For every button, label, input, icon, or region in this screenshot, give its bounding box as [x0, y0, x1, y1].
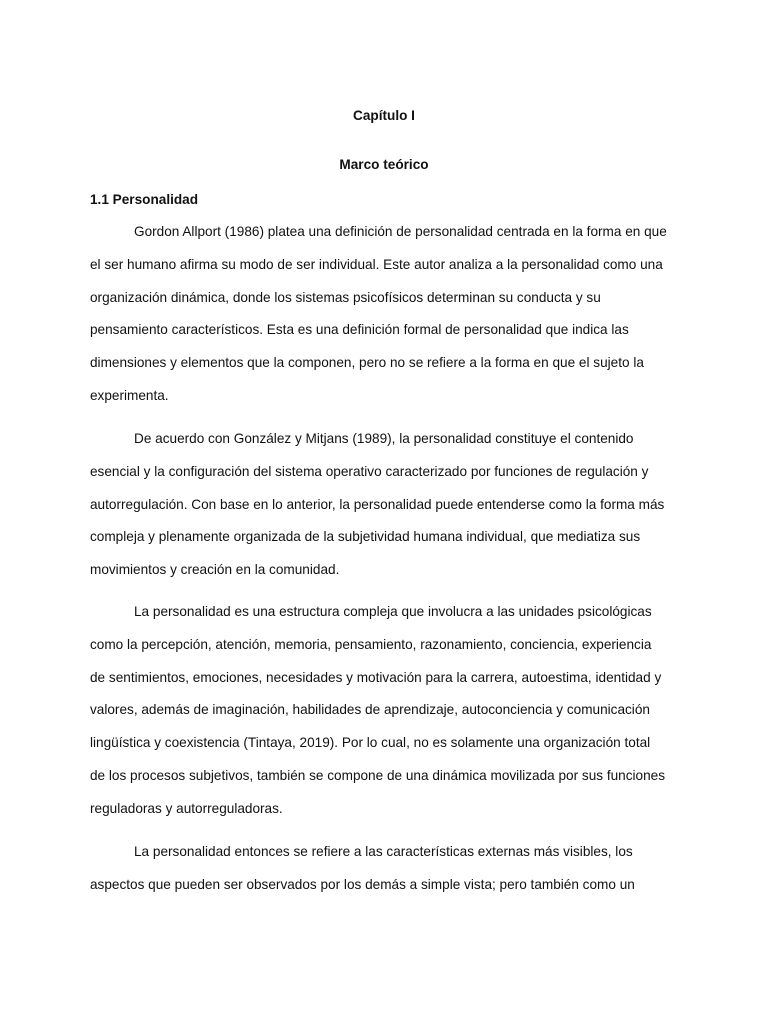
paragraph-line: experimenta. — [90, 387, 169, 403]
paragraph-line: el ser humano afirma su modo de ser individual. Este autor analiza a la personalidad como una — [90, 256, 663, 272]
chapter-title: Capítulo I — [353, 108, 415, 123]
paragraph-line: esencial y la configuración del sistema operativo caracterizado por funciones de regulación y — [90, 463, 649, 479]
paragraph-3 — [90, 596, 690, 826]
subsection-title: 1.1 Personalidad — [90, 192, 199, 207]
paragraph-line: pensamiento característicos. Esta es una definición formal de personalidad que indica las — [90, 322, 629, 338]
paragraph-line: lingüística y coexistencia (Tintaya, 2019). Por lo cual, no es solamente una organización total — [90, 735, 651, 751]
paragraph-line: organización dinámica, donde los sistemas psicofísicos determinan su conducta y su — [90, 289, 601, 305]
paragraph-line: compleja y plenamente organizada de la subjetividad humana individual, que mediatiza sus — [90, 529, 641, 545]
paragraph-line: aspectos que pueden ser observados por los demás a simple vista; pero también como un — [90, 876, 635, 892]
paragraph-line: de sentimientos, emociones, necesidades y motivación para la carrera, autoestima, identidad y — [90, 669, 662, 685]
paragraph-1 — [90, 216, 690, 413]
paragraph-line: movimientos y creación en la comunidad. — [90, 562, 340, 578]
paragraph-line: reguladoras y autorreguladoras. — [90, 800, 283, 816]
paragraph-line: como la percepción, atención, memoria, pensamiento, razonamiento, conciencia, experiencia — [90, 636, 652, 652]
paragraph-line: valores, además de imaginación, habilidades de aprendizaje, autoconciencia y comunicación — [90, 702, 650, 718]
paragraph-line: Gordon Allport (1986) platea una definición de personalidad centrada en la forma en que — [134, 224, 667, 239]
paragraph-2 — [90, 423, 690, 587]
paragraph-line: La personalidad entonces se refiere a las características externas más visibles, los — [134, 844, 633, 859]
paragraph-line: autorregulación. Con base en lo anterior, la personalidad puede entenderse como la forma más — [90, 496, 665, 512]
paragraph-line: De acuerdo con González y Mitjans (1989), la personalidad constituye el contenido — [134, 431, 634, 446]
paragraph-line: La personalidad es una estructura compleja que involucra a las unidades psicológicas — [134, 604, 652, 619]
paragraph-line: de los procesos subjetivos, también se compone de una dinámica movilizada por sus funciones — [90, 767, 666, 783]
paragraph-line: dimensiones y elementos que la componen, pero no se refiere a la forma en que el sujeto la — [90, 355, 644, 371]
paragraph-4 — [90, 836, 690, 902]
section-title: Marco teórico — [339, 157, 429, 172]
